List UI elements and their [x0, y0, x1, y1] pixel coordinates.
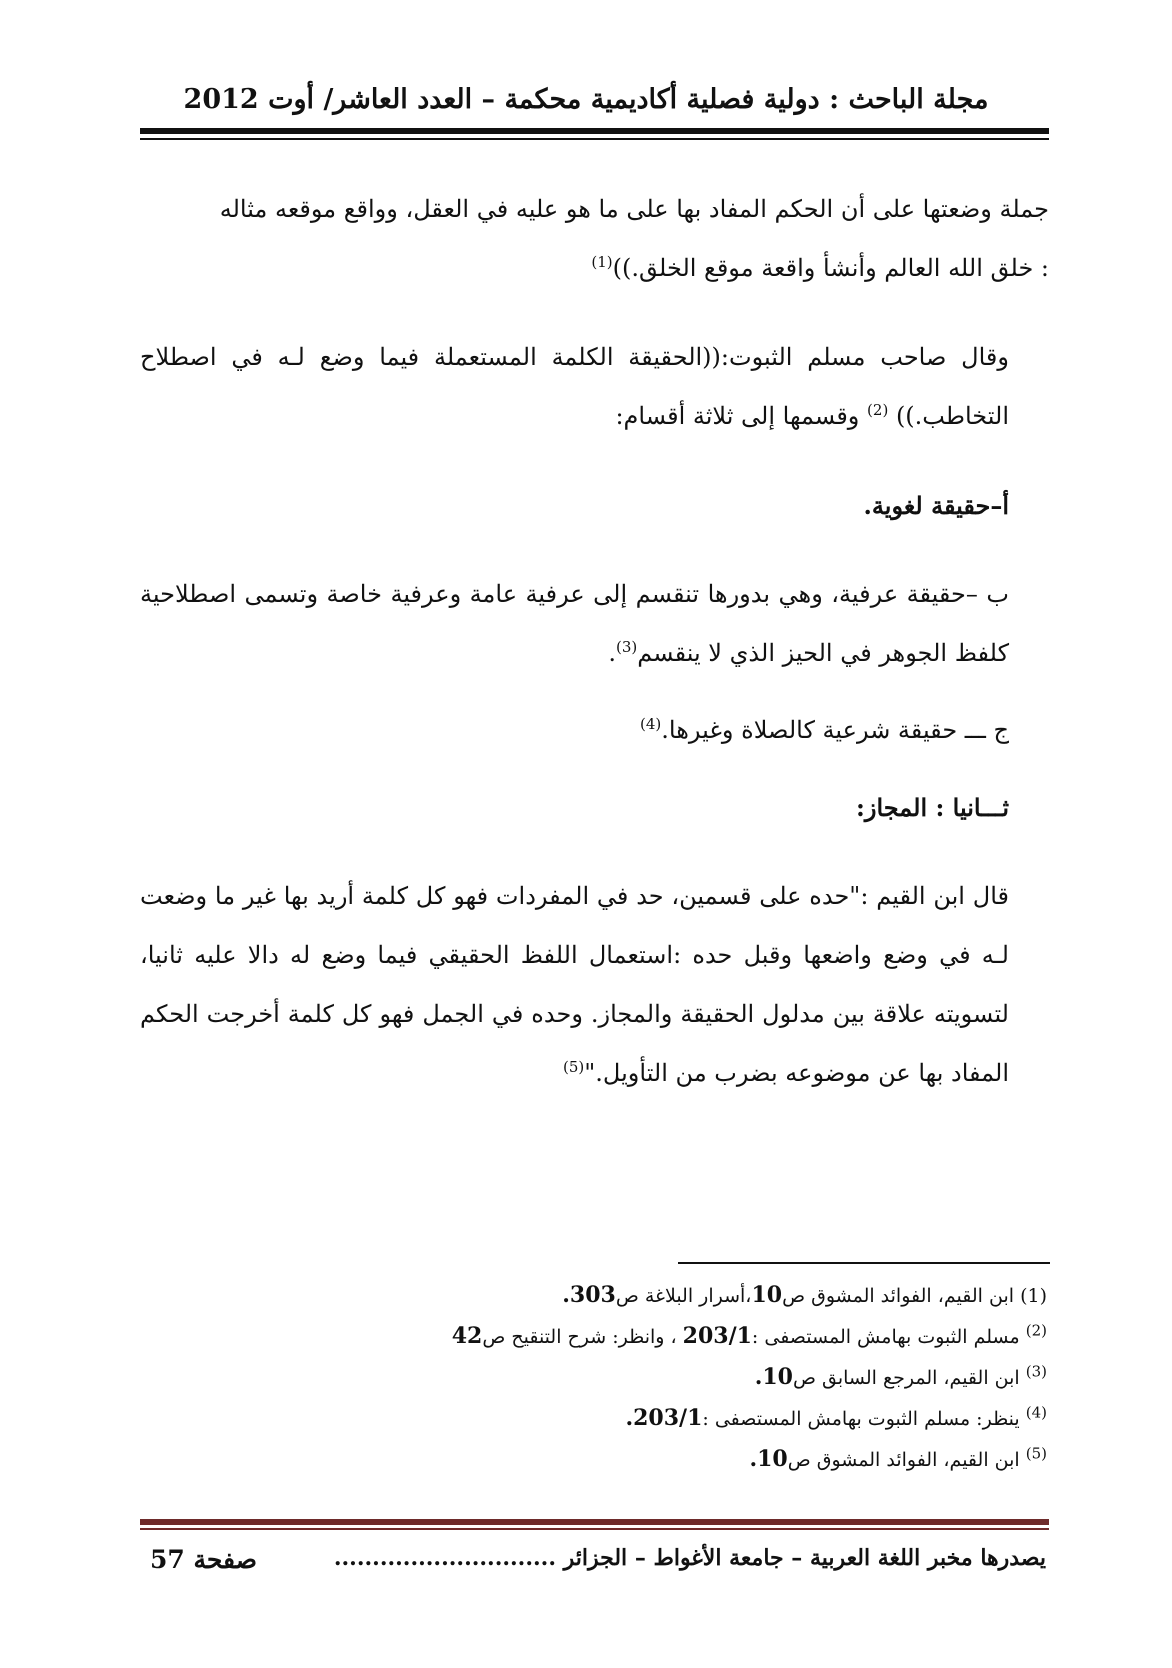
footnote-mark: (5)	[1025, 1444, 1047, 1463]
footnote-text: ابن القيم، المرجع السابق ص	[793, 1367, 1020, 1389]
paragraph-1	[140, 180, 1049, 298]
paragraph-1-line-2: : خلق الله العالم وأنشأ واقعة موقع الخلق.))	[612, 254, 1049, 282]
footnote-mark: (3)	[1025, 1362, 1047, 1381]
footer-rule-thick	[140, 1519, 1049, 1525]
footnote-end: .	[562, 1282, 570, 1308]
footnote-text: ابن القيم، الفوائد المشوق ص	[787, 1449, 1020, 1471]
footnote-number: 303	[569, 1282, 616, 1308]
paragraph-3-text: قال ابن القيم :"حده على قسمين، حد في المفردات فهو كل كلمة أريد بها غير ما وضعت لـه في وضع واضعها وقبل حده :استعمال اللفظ الحقيقي فيما وضع له دالا عليه ثانيا، لتسويته علاقة بين مدلول الحقيقة والمجاز. وحده في الجمل فهو كل كلمة أخرجت الحكم المفاد بها عن موضوعه بضرب من التأويل."	[140, 882, 1009, 1087]
footnote-number: 42	[451, 1323, 483, 1349]
paragraph-3	[140, 867, 1049, 1103]
list-item-b-text: ب –حقيقة عرفية، وهي بدورها تنقسم إلى عرفية عامة وعرفية خاصة وتسمى اصطلاحية كلفظ الجوهر في الحيز الذي لا ينقسم	[140, 580, 1009, 667]
footer-rule-thin	[140, 1528, 1049, 1530]
footnote-mark: (4)	[1025, 1403, 1047, 1422]
footnote-4	[140, 1398, 1047, 1439]
list-item-b	[140, 565, 1049, 683]
footnote-number: 203/1	[633, 1405, 703, 1431]
footnote-separator	[678, 1262, 1050, 1264]
footnote-text: مسلم الثبوت بهامش المستصفى :	[751, 1326, 1020, 1348]
footnote-1	[140, 1275, 1047, 1316]
journal-header: مجلة الباحث : دولية فصلية أكاديمية محكمة – العدد العاشر/ أوت 2012	[183, 84, 989, 115]
footnote-3	[140, 1357, 1047, 1398]
footnote-mark: (1)	[1020, 1285, 1047, 1307]
footnote-ref-3[interactable]: (3)	[615, 638, 638, 656]
footnote-number: 203/1	[682, 1323, 752, 1349]
list-item-a: أ–حقيقة لغوية.	[863, 491, 1009, 520]
footnote-number: 10	[757, 1446, 788, 1472]
footnote-ref-2[interactable]: (2)	[867, 401, 889, 419]
header-rule-thin	[140, 138, 1049, 140]
footnote-text-mid: ، وانظر: شرح التنقيح ص	[482, 1326, 683, 1348]
paragraph-2-text: وقال صاحب مسلم الثبوت:((الحقيقة الكلمة المستعملة فيما وضع لـه في اصطلاح التخاطب.))	[140, 343, 1009, 430]
paragraph-2-tail: وقسمها إلى ثلاثة أقسام:	[615, 402, 860, 430]
footnote-mark: (2)	[1025, 1321, 1047, 1340]
footnote-number: 10	[751, 1282, 783, 1308]
header-rule-thick	[140, 128, 1049, 134]
footnote-2	[140, 1316, 1047, 1357]
footnotes	[140, 1275, 1047, 1480]
body-text	[140, 180, 1049, 1103]
paragraph-2	[140, 328, 1049, 446]
footnote-end: .	[625, 1405, 634, 1431]
page-number: صفحة 57	[150, 1545, 257, 1574]
footnote-end: .	[754, 1364, 763, 1390]
list-item-c	[140, 701, 1049, 760]
footnote-number: 10	[762, 1364, 793, 1390]
footnote-text-mid: ،أسرار البلاغة ص	[615, 1285, 752, 1307]
footnote-5	[140, 1439, 1047, 1480]
footnote-text: ابن القيم، الفوائد المشوق ص	[782, 1285, 1015, 1307]
footnote-ref-4[interactable]: (4)	[640, 715, 662, 733]
section-heading-majaz: ثـــانيا : المجاز:	[856, 793, 1009, 822]
footnote-end: .	[749, 1446, 758, 1472]
footnote-ref-5[interactable]: (5)	[563, 1058, 585, 1076]
footnote-ref-1[interactable]: (1)	[591, 253, 613, 271]
publisher-line: يصدرها مخبر اللغة العربية – جامعة الأغواط – الجزائر .............................	[333, 1545, 1046, 1571]
list-item-b-end: .	[608, 639, 616, 667]
footnote-text: ينظر: مسلم الثبوت بهامش المستصفى :	[702, 1408, 1020, 1430]
paragraph-1-line-1: جملة وضعتها على أن الحكم المفاد بها على ما هو عليه في العقل، وواقع موقعه مثاله	[219, 195, 1049, 223]
list-item-c-text: ج ـــ حقيقة شرعية كالصلاة وغيرها.	[661, 716, 1009, 744]
